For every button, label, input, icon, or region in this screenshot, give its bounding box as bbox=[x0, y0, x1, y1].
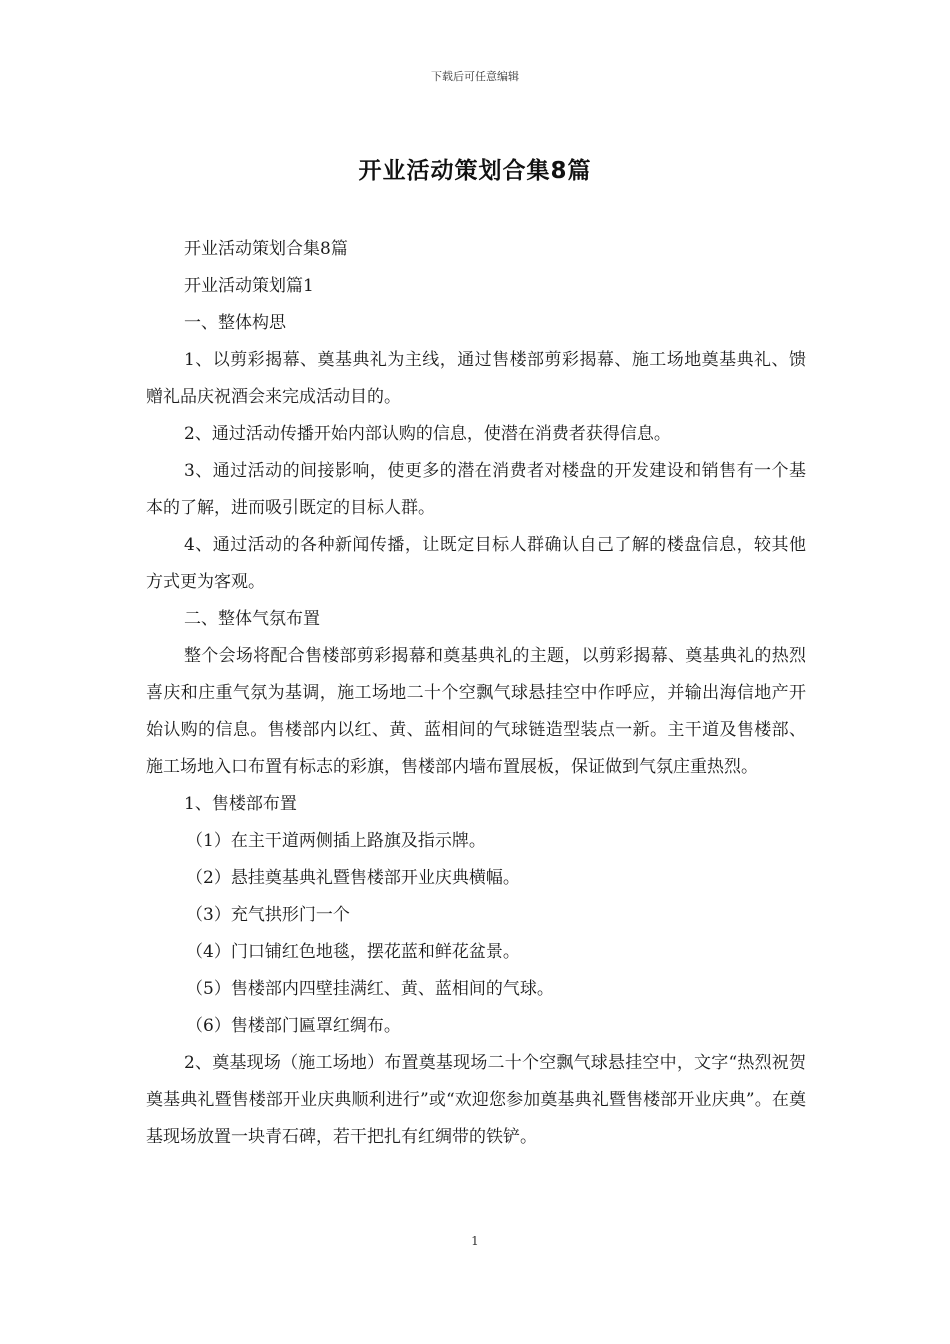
list-item: （6）售楼部门匾罩红绸布。 bbox=[186, 1016, 401, 1036]
list-item: （3）充气拱形门一个 bbox=[186, 905, 350, 925]
paragraph: 整个会场将配合售楼部剪彩揭幕和奠基典礼的主题，以剪彩揭幕、奠基典礼的热烈喜庆和庄重气氛为基调，施工场地二十个空飘气球悬挂空中作呼应，并输出海信地产开始认购的信息。售楼部内以红、黄、蓝相间的气球链造型装点一新。主干道及售楼部、施工场地入口布置有标志的彩旗，售楼部内墙布置展板，保证做到气氛庄重热烈。 bbox=[146, 646, 806, 777]
header-note: 下载后可任意编辑 bbox=[431, 70, 519, 83]
list-item: （2）悬挂奠基典礼暨售楼部开业庆典横幅。 bbox=[186, 868, 520, 888]
page-number: 1 bbox=[471, 1234, 479, 1248]
document-body bbox=[146, 231, 806, 1156]
list-item: （4）门口铺红色地毯，摆花蓝和鲜花盆景。 bbox=[186, 942, 520, 962]
list-item: （1）在主干道两侧插上路旗及指示牌。 bbox=[186, 831, 486, 851]
list-item: （5）售楼部内四壁挂满红、黄、蓝相间的气球。 bbox=[186, 979, 554, 999]
paragraph: 4、通过活动的各种新闻传播，让既定目标人群确认自己了解的楼盘信息，较其他方式更为客观。 bbox=[146, 535, 806, 592]
paragraph: 2、奠基现场（施工场地）布置奠基现场二十个空飘气球悬挂空中，文字“热烈祝贺奠基典礼暨售楼部开业庆典顺利进行”或“欢迎您参加奠基典礼暨售楼部开业庆典”。在奠基现场放置一块青石碑，若干把扎有红绸带的铁铲。 bbox=[146, 1053, 806, 1147]
subsection-heading: 1、售楼部布置 bbox=[184, 794, 297, 814]
section-heading: 一、整体构思 bbox=[184, 313, 286, 333]
section-heading: 二、整体气氛布置 bbox=[184, 609, 320, 629]
paragraph: 开业活动策划篇1 bbox=[184, 276, 314, 296]
paragraph: 3、通过活动的间接影响，使更多的潜在消费者对楼盘的开发建设和销售有一个基本的了解，进而吸引既定的目标人群。 bbox=[146, 461, 806, 518]
document-title: 开业活动策划合集8篇 bbox=[358, 158, 592, 184]
paragraph: 开业活动策划合集8篇 bbox=[184, 239, 348, 259]
paragraph: 1、以剪彩揭幕、奠基典礼为主线，通过售楼部剪彩揭幕、施工场地奠基典礼、馈赠礼品庆祝酒会来完成活动目的。 bbox=[146, 350, 806, 407]
paragraph: 2、通过活动传播开始内部认购的信息，使潜在消费者获得信息。 bbox=[184, 424, 671, 444]
